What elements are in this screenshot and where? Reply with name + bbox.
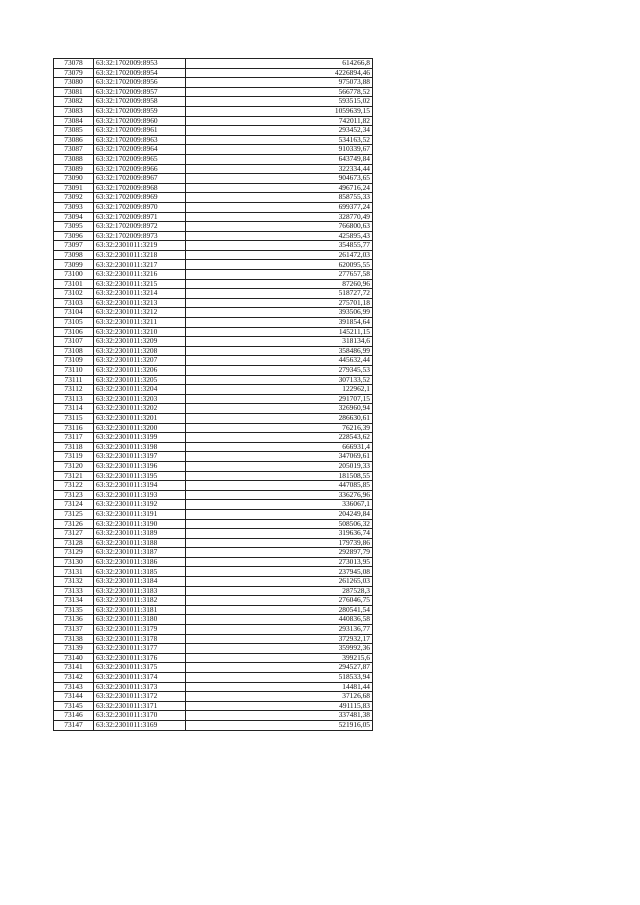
value-cell: 440836,58 (186, 615, 373, 625)
cadastral-number-cell: 63:32:1702009:8967 (94, 174, 186, 184)
cadastral-number-cell: 63:32:2301011:3207 (94, 356, 186, 366)
cadastral-number-cell: 63:32:2301011:3196 (94, 461, 186, 471)
value-cell: 496716,24 (186, 183, 373, 193)
table-row (54, 500, 373, 510)
value-cell: 14481,44 (186, 682, 373, 692)
row-number-cell: 73142 (54, 673, 94, 683)
table-row (54, 241, 373, 251)
cadastral-number-cell: 63:32:2301011:3175 (94, 663, 186, 673)
row-number-cell: 73143 (54, 682, 94, 692)
table-row (54, 577, 373, 587)
value-cell: 534163,52 (186, 135, 373, 145)
cadastral-number-cell: 63:32:2301011:3200 (94, 423, 186, 433)
table-row (54, 174, 373, 184)
row-number-cell: 73130 (54, 557, 94, 567)
table-row (54, 442, 373, 452)
cadastral-number-cell: 63:32:2301011:3171 (94, 701, 186, 711)
cadastral-number-cell: 63:32:2301011:3218 (94, 250, 186, 260)
table-row (54, 471, 373, 481)
value-cell: 205019,33 (186, 461, 373, 471)
value-cell: 37126,68 (186, 692, 373, 702)
value-cell: 279345,53 (186, 366, 373, 376)
value-cell: 358486,99 (186, 346, 373, 356)
row-number-cell: 73133 (54, 586, 94, 596)
cadastral-number-cell: 63:32:2301011:3206 (94, 366, 186, 376)
value-cell: 277657,58 (186, 270, 373, 280)
cadastral-number-cell: 63:32:1702009:8968 (94, 183, 186, 193)
value-cell: 447085,85 (186, 481, 373, 491)
value-cell: 354855,77 (186, 241, 373, 251)
value-cell: 319636,74 (186, 529, 373, 539)
value-cell: 372932,17 (186, 634, 373, 644)
table-row (54, 413, 373, 423)
cadastral-number-cell: 63:32:2301011:3179 (94, 625, 186, 635)
row-number-cell: 73141 (54, 663, 94, 673)
row-number-cell: 73145 (54, 701, 94, 711)
cadastral-number-cell: 63:32:2301011:3214 (94, 289, 186, 299)
row-number-cell: 73135 (54, 605, 94, 615)
table-row (54, 701, 373, 711)
value-cell: 336067,1 (186, 500, 373, 510)
table-row (54, 625, 373, 635)
value-cell: 291707,15 (186, 394, 373, 404)
table-row (54, 270, 373, 280)
row-number-cell: 73095 (54, 222, 94, 232)
value-cell: 261472,03 (186, 250, 373, 260)
row-number-cell: 73126 (54, 519, 94, 529)
table-row (54, 720, 373, 730)
cadastral-number-cell: 63:32:2301011:3170 (94, 711, 186, 721)
row-number-cell: 73138 (54, 634, 94, 644)
value-cell: 614266,8 (186, 59, 373, 69)
row-number-cell: 73113 (54, 394, 94, 404)
table-row (54, 68, 373, 78)
table-row (54, 433, 373, 443)
table-row (54, 250, 373, 260)
row-number-cell: 73106 (54, 327, 94, 337)
value-cell: 643749,84 (186, 154, 373, 164)
value-cell: 445632,44 (186, 356, 373, 366)
row-number-cell: 73112 (54, 385, 94, 395)
row-number-cell: 73139 (54, 644, 94, 654)
cadastral-number-cell: 63:32:2301011:3180 (94, 615, 186, 625)
cadastral-number-cell: 63:32:1702009:8964 (94, 145, 186, 155)
row-number-cell: 73137 (54, 625, 94, 635)
cadastral-number-cell: 63:32:2301011:3190 (94, 519, 186, 529)
value-cell: 336276,96 (186, 490, 373, 500)
row-number-cell: 73096 (54, 231, 94, 241)
table-row (54, 183, 373, 193)
table-row (54, 529, 373, 539)
row-number-cell: 73081 (54, 87, 94, 97)
cadastral-number-cell: 63:32:2301011:3198 (94, 442, 186, 452)
table-row (54, 116, 373, 126)
cadastral-number-cell: 63:32:1702009:8956 (94, 78, 186, 88)
value-cell: 666931,4 (186, 442, 373, 452)
row-number-cell: 73103 (54, 298, 94, 308)
row-number-cell: 73085 (54, 126, 94, 136)
table-row (54, 653, 373, 663)
row-number-cell: 73118 (54, 442, 94, 452)
value-cell: 318134,6 (186, 337, 373, 347)
cadastral-number-cell: 63:32:2301011:3215 (94, 279, 186, 289)
cadastral-number-cell: 63:32:2301011:3184 (94, 577, 186, 587)
row-number-cell: 73140 (54, 653, 94, 663)
value-cell: 287528,3 (186, 586, 373, 596)
table-row (54, 318, 373, 328)
row-number-cell: 73080 (54, 78, 94, 88)
row-number-cell: 73109 (54, 356, 94, 366)
cadastral-number-cell: 63:32:2301011:3216 (94, 270, 186, 280)
table-row (54, 366, 373, 376)
row-number-cell: 73093 (54, 202, 94, 212)
cadastral-number-cell: 63:32:2301011:3202 (94, 404, 186, 414)
table-row (54, 519, 373, 529)
table-row (54, 461, 373, 471)
row-number-cell: 73117 (54, 433, 94, 443)
cadastral-number-cell: 63:32:2301011:3172 (94, 692, 186, 702)
table-row (54, 106, 373, 116)
cadastral-number-cell: 63:32:2301011:3183 (94, 586, 186, 596)
value-cell: 181508,55 (186, 471, 373, 481)
table-row (54, 145, 373, 155)
value-cell: 910339,67 (186, 145, 373, 155)
table-row (54, 202, 373, 212)
value-cell: 292897,79 (186, 548, 373, 558)
table-row (54, 394, 373, 404)
row-number-cell: 73107 (54, 337, 94, 347)
row-number-cell: 73099 (54, 260, 94, 270)
row-number-cell: 73094 (54, 212, 94, 222)
row-number-cell: 73079 (54, 68, 94, 78)
cadastral-number-cell: 63:32:1702009:8959 (94, 106, 186, 116)
cadastral-number-cell: 63:32:1702009:8954 (94, 68, 186, 78)
table-row (54, 682, 373, 692)
cadastral-number-cell: 63:32:1702009:8971 (94, 212, 186, 222)
row-number-cell: 73091 (54, 183, 94, 193)
row-number-cell: 73116 (54, 423, 94, 433)
value-cell: 359992,36 (186, 644, 373, 654)
cadastral-number-cell: 63:32:2301011:3212 (94, 308, 186, 318)
value-cell: 399215,6 (186, 653, 373, 663)
table-row (54, 327, 373, 337)
cadastral-number-cell: 63:32:1702009:8963 (94, 135, 186, 145)
row-number-cell: 73129 (54, 548, 94, 558)
cadastral-number-cell: 63:32:2301011:3174 (94, 673, 186, 683)
row-number-cell: 73132 (54, 577, 94, 587)
row-number-cell: 73114 (54, 404, 94, 414)
table-row (54, 164, 373, 174)
table-row (54, 538, 373, 548)
table-row (54, 548, 373, 558)
table-row (54, 481, 373, 491)
value-cell: 328770,49 (186, 212, 373, 222)
value-cell: 179739,86 (186, 538, 373, 548)
value-cell: 276046,75 (186, 596, 373, 606)
table-row (54, 212, 373, 222)
value-cell: 521916,05 (186, 720, 373, 730)
value-cell: 858755,33 (186, 193, 373, 203)
row-number-cell: 73111 (54, 375, 94, 385)
cadastral-number-cell: 63:32:2301011:3188 (94, 538, 186, 548)
value-cell: 904673,65 (186, 174, 373, 184)
cadastral-value-table (53, 58, 373, 731)
table-row (54, 567, 373, 577)
cadastral-number-cell: 63:32:2301011:3203 (94, 394, 186, 404)
row-number-cell: 73115 (54, 413, 94, 423)
cadastral-number-cell: 63:32:2301011:3209 (94, 337, 186, 347)
value-cell: 326960,94 (186, 404, 373, 414)
value-cell: 518727,72 (186, 289, 373, 299)
table-row (54, 346, 373, 356)
value-cell: 766800,63 (186, 222, 373, 232)
value-cell: 742011,82 (186, 116, 373, 126)
row-number-cell: 73125 (54, 509, 94, 519)
cadastral-number-cell: 63:32:2301011:3219 (94, 241, 186, 251)
value-cell: 87260,96 (186, 279, 373, 289)
value-cell: 4226894,46 (186, 68, 373, 78)
row-number-cell: 73110 (54, 366, 94, 376)
cadastral-number-cell: 63:32:1702009:8960 (94, 116, 186, 126)
table-row (54, 78, 373, 88)
value-cell: 275701,18 (186, 298, 373, 308)
table-row (54, 356, 373, 366)
cadastral-number-cell: 63:32:2301011:3204 (94, 385, 186, 395)
table-row (54, 644, 373, 654)
value-cell: 491115,83 (186, 701, 373, 711)
value-cell: 280541,54 (186, 605, 373, 615)
row-number-cell: 73078 (54, 59, 94, 69)
cadastral-number-cell: 63:32:2301011:3205 (94, 375, 186, 385)
value-cell: 337481,38 (186, 711, 373, 721)
cadastral-number-cell: 63:32:1702009:8970 (94, 202, 186, 212)
table-row (54, 260, 373, 270)
row-number-cell: 73090 (54, 174, 94, 184)
row-number-cell: 73082 (54, 97, 94, 107)
value-cell: 293452,34 (186, 126, 373, 136)
row-number-cell: 73120 (54, 461, 94, 471)
row-number-cell: 73102 (54, 289, 94, 299)
cadastral-number-cell: 63:32:2301011:3197 (94, 452, 186, 462)
table-row (54, 337, 373, 347)
row-number-cell: 73121 (54, 471, 94, 481)
table-body (54, 59, 373, 731)
table-row (54, 634, 373, 644)
row-number-cell: 73083 (54, 106, 94, 116)
value-cell: 975073,88 (186, 78, 373, 88)
row-number-cell: 73105 (54, 318, 94, 328)
row-number-cell: 73100 (54, 270, 94, 280)
cadastral-number-cell: 63:32:2301011:3169 (94, 720, 186, 730)
row-number-cell: 73098 (54, 250, 94, 260)
value-cell: 122962,1 (186, 385, 373, 395)
row-number-cell: 73084 (54, 116, 94, 126)
value-cell: 237945,08 (186, 567, 373, 577)
value-cell: 620095,55 (186, 260, 373, 270)
cadastral-number-cell: 63:32:1702009:8958 (94, 97, 186, 107)
row-number-cell: 73123 (54, 490, 94, 500)
table-row (54, 404, 373, 414)
table-row (54, 59, 373, 69)
cadastral-number-cell: 63:32:2301011:3193 (94, 490, 186, 500)
cadastral-number-cell: 63:32:2301011:3189 (94, 529, 186, 539)
cadastral-number-cell: 63:32:2301011:3185 (94, 567, 186, 577)
cadastral-number-cell: 63:32:2301011:3201 (94, 413, 186, 423)
cadastral-number-cell: 63:32:2301011:3181 (94, 605, 186, 615)
value-cell: 391854,64 (186, 318, 373, 328)
cadastral-number-cell: 63:32:2301011:3195 (94, 471, 186, 481)
table-row (54, 289, 373, 299)
table-row (54, 97, 373, 107)
value-cell: 204249,84 (186, 509, 373, 519)
cadastral-number-cell: 63:32:1702009:8957 (94, 87, 186, 97)
cadastral-number-cell: 63:32:2301011:3173 (94, 682, 186, 692)
table-row (54, 87, 373, 97)
row-number-cell: 73088 (54, 154, 94, 164)
row-number-cell: 73101 (54, 279, 94, 289)
table-row (54, 586, 373, 596)
value-cell: 508506,32 (186, 519, 373, 529)
cadastral-number-cell: 63:32:1702009:8969 (94, 193, 186, 203)
table-row (54, 692, 373, 702)
cadastral-number-cell: 63:32:1702009:8953 (94, 59, 186, 69)
row-number-cell: 73124 (54, 500, 94, 510)
table-row (54, 423, 373, 433)
table-row (54, 193, 373, 203)
row-number-cell: 73104 (54, 308, 94, 318)
table-row (54, 222, 373, 232)
cadastral-number-cell: 63:32:2301011:3182 (94, 596, 186, 606)
document-page (53, 58, 372, 731)
table-row (54, 615, 373, 625)
row-number-cell: 73108 (54, 346, 94, 356)
value-cell: 286630,61 (186, 413, 373, 423)
row-number-cell: 73128 (54, 538, 94, 548)
table-row (54, 154, 373, 164)
table-row (54, 135, 373, 145)
value-cell: 293136,77 (186, 625, 373, 635)
table-row (54, 490, 373, 500)
value-cell: 273013,95 (186, 557, 373, 567)
table-row (54, 279, 373, 289)
row-number-cell: 73136 (54, 615, 94, 625)
table-row (54, 596, 373, 606)
table-row (54, 711, 373, 721)
table-row (54, 126, 373, 136)
cadastral-number-cell: 63:32:2301011:3187 (94, 548, 186, 558)
cadastral-number-cell: 63:32:1702009:8961 (94, 126, 186, 136)
cadastral-number-cell: 63:32:2301011:3217 (94, 260, 186, 270)
cadastral-number-cell: 63:32:2301011:3211 (94, 318, 186, 328)
value-cell: 1059639,15 (186, 106, 373, 116)
row-number-cell: 73134 (54, 596, 94, 606)
value-cell: 145211,15 (186, 327, 373, 337)
cadastral-number-cell: 63:32:2301011:3208 (94, 346, 186, 356)
table-row (54, 298, 373, 308)
table-row (54, 231, 373, 241)
row-number-cell: 73147 (54, 720, 94, 730)
row-number-cell: 73119 (54, 452, 94, 462)
cadastral-number-cell: 63:32:2301011:3210 (94, 327, 186, 337)
row-number-cell: 73087 (54, 145, 94, 155)
cadastral-number-cell: 63:32:1702009:8965 (94, 154, 186, 164)
table-row (54, 509, 373, 519)
cadastral-number-cell: 63:32:1702009:8972 (94, 222, 186, 232)
cadastral-number-cell: 63:32:2301011:3194 (94, 481, 186, 491)
cadastral-number-cell: 63:32:2301011:3176 (94, 653, 186, 663)
value-cell: 593515,02 (186, 97, 373, 107)
value-cell: 566778,52 (186, 87, 373, 97)
row-number-cell: 73089 (54, 164, 94, 174)
row-number-cell: 73122 (54, 481, 94, 491)
table-row (54, 452, 373, 462)
cadastral-number-cell: 63:32:2301011:3192 (94, 500, 186, 510)
row-number-cell: 73146 (54, 711, 94, 721)
cadastral-number-cell: 63:32:1702009:8966 (94, 164, 186, 174)
cadastral-number-cell: 63:32:2301011:3213 (94, 298, 186, 308)
value-cell: 76216,39 (186, 423, 373, 433)
value-cell: 228543,62 (186, 433, 373, 443)
cadastral-number-cell: 63:32:2301011:3186 (94, 557, 186, 567)
value-cell: 322334,44 (186, 164, 373, 174)
row-number-cell: 73131 (54, 567, 94, 577)
row-number-cell: 73086 (54, 135, 94, 145)
row-number-cell: 73097 (54, 241, 94, 251)
cadastral-number-cell: 63:32:2301011:3177 (94, 644, 186, 654)
value-cell: 699377,24 (186, 202, 373, 212)
value-cell: 294527,87 (186, 663, 373, 673)
value-cell: 261265,03 (186, 577, 373, 587)
value-cell: 347069,61 (186, 452, 373, 462)
value-cell: 518533,94 (186, 673, 373, 683)
table-row (54, 605, 373, 615)
row-number-cell: 73092 (54, 193, 94, 203)
table-row (54, 385, 373, 395)
table-row (54, 375, 373, 385)
table-row (54, 308, 373, 318)
cadastral-number-cell: 63:32:1702009:8973 (94, 231, 186, 241)
cadastral-number-cell: 63:32:2301011:3191 (94, 509, 186, 519)
table-row (54, 663, 373, 673)
row-number-cell: 73144 (54, 692, 94, 702)
cadastral-number-cell: 63:32:2301011:3199 (94, 433, 186, 443)
value-cell: 393506,99 (186, 308, 373, 318)
cadastral-number-cell: 63:32:2301011:3178 (94, 634, 186, 644)
table-row (54, 557, 373, 567)
value-cell: 425895,43 (186, 231, 373, 241)
table-row (54, 673, 373, 683)
value-cell: 307133,52 (186, 375, 373, 385)
row-number-cell: 73127 (54, 529, 94, 539)
